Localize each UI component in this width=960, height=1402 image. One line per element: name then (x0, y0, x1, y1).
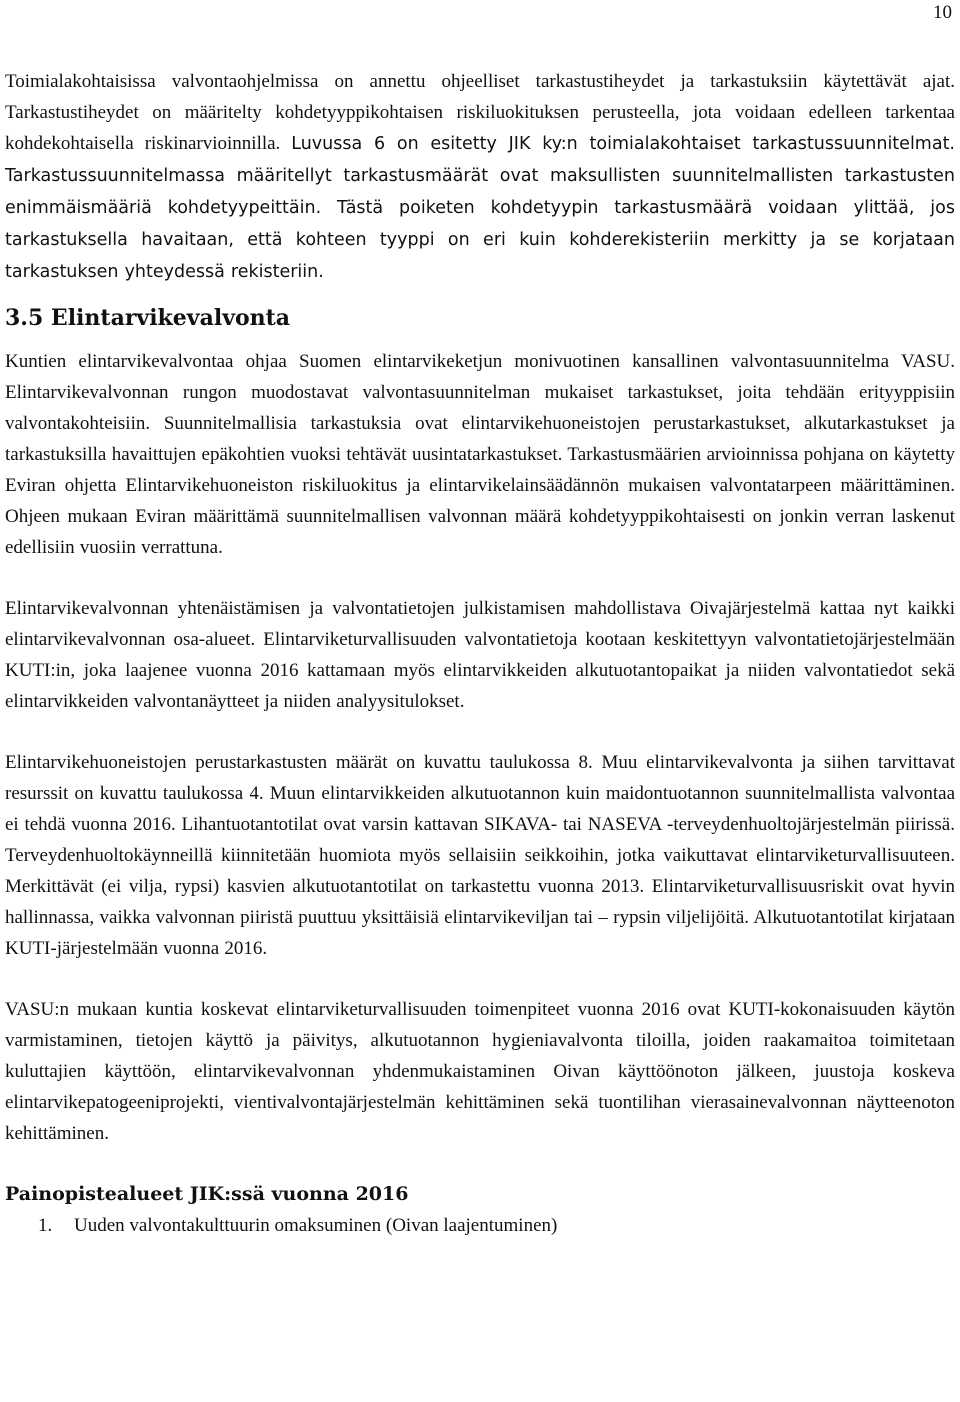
paragraph-intro-sans: Luvussa 6 on esitetty JIK ky:n toimialakohtaiset tarkastussuunnitelmat. Tarkastussuunnitelmassa määritellyt tarkastusmäärät ovat maksullisten suunnitelmallisten tarkastusten enimmäismääriä kohdetyypeittäin. Tästä poiketen kohdetyypin tarkastusmäärä voidaan ylittää, jos tarkastuksella havaitaan, että kohteen tyyppi on eri kuin kohderekisteriin merkitty ja se korjataan tarkastuksen yhteydessä rekisteriin. (5, 134, 955, 282)
section-heading: 3.5 Elintarvikevalvonta (5, 305, 291, 331)
paragraph-oiva-kuti: Elintarvikevalvonnan yhtenäistämisen ja valvontatietojen julkistamisen mahdollistava Oivajärjestelmä kattaa nyt kaikki elintarvikevalvonnan osa-alueet. Elintarviketurvallisuuden valvontatietoja kootaan keskitettyyn valvontatietojärjestelmään KUTI:in, joka laajenee vuonna 2016 kattamaan myös elintarvikkeiden alkutuotantopaikat ja niiden valvontatiedot sekä elintarvikkeiden valvontanäytteet ja niiden analyysitulokset. (5, 598, 955, 712)
paragraph-gap (5, 563, 955, 593)
priority-areas-heading: Painopistealueet JIK:ssä vuonna 2016 (5, 1183, 409, 1205)
paragraph-gap (5, 1149, 955, 1179)
paragraph-gap (5, 964, 955, 994)
list-item-number: 1. (38, 1215, 53, 1236)
paragraph-gap (5, 717, 955, 747)
paragraph-vasu-measures: VASU:n mukaan kuntia koskevat elintarviketurvallisuuden toimenpiteet vuonna 2016 ovat KUTI-kokonaisuuden käytön varmistaminen, tietojen käyttö ja päivitys, alkutuotannon hygieniavalvonta tiloilla, joiden raakamaitoa toimitetaan kuluttajien käyttöön, elintarvikevalvonnan yhdenmukaistaminen Oivan käyttöönoton jälkeen, juustoja koskeva elintarvikepatogeeniprojekti, vientivalvontajärjestelmän kehittäminen sekä tuontilihan vierasainevalvonnan näytteenoton kehittäminen. (5, 999, 955, 1144)
page-number: 10 (933, 2, 952, 23)
list-item (5, 1210, 955, 1241)
paragraph-vasu-overview: Kuntien elintarvikevalvontaa ohjaa Suomen elintarvikeketjun monivuotinen kansallinen valvontasuunnitelma VASU. Elintarvikevalvonnan rungon muodostavat valvontasuunnitelman mukaiset tarkastukset, joita tehdään erityyppisiin valvontakohteisiin. Suunnitelmallisia tarkastuksia ovat elintarvikehuoneistojen perustarkastukset, alkutarkastukset ja tarkastuksilla havaittujen epäkohtien vuoksi tehtävät uusintatarkastukset. Tarkastusmäärien arvioinnissa pohjana on käytetty Eviran ohjetta Elintarvikehuoneiston riskiluokitus ja elintarvikelainsäädännön mukaisen valvontatarpeen määrittäminen. Ohjeen mukaan Eviran määrittämä suunnitelmallisen valvonnan määrä kohdetyyppikohtaisesti on jonkin verran laskenut edellisiin vuosiin verrattuna. (5, 351, 955, 558)
list-item-text: Uuden valvontakulttuurin omaksuminen (Oivan laajentuminen) (74, 1215, 558, 1236)
document-body (5, 66, 955, 1241)
paragraph-intro-serif: Toimialakohtaisissa valvontaohjelmissa on annettu ohjeelliset tarkastustiheydet ja tarkastuksiin käytettävät ajat. Tarkastustiheydet on määritelty kohdetyyppikohtaisen riskiluokituksen perusteella, jota voidaan edelleen tarkentaa kohdekohtaisella riskinarvioinnilla. (5, 71, 955, 154)
paragraph-inspection-counts: Elintarvikehuoneistojen perustarkastusten määrät on kuvattu taulukossa 8. Muu elintarvikevalvonta ja siihen tarvittavat resurssit on kuvattu taulukossa 4. Muun elintarvikkeiden alkutuotannon kuin maidontuotannon suunnitelmallista valvontaa ei tehdä vuonna 2016. Lihantuotantotilat ovat varsin kattavan SIKAVA- tai NASEVA -terveydenhuoltojärjestelmän piirissä. Terveydenhuoltokäynneillä kiinnitetään huomiota myös sellaisiin seikkoihin, jotka vaikuttavat elintarviketurvallisuuteen. Merkittävät (ei vilja, rypsi) kasvien alkutuotantotilat on tarkastettu vuonna 2013. Elintarviketurvallisuusriskit ovat hyvin hallinnassa, vaikka valvonnan piiristä puuttuu yksittäisiä elintarvikeviljan tai – rypsin viljelijöitä. Alkutuotantotilat kirjataan KUTI-järjestelmään vuonna 2016. (5, 752, 955, 959)
priority-areas-list (5, 1210, 955, 1241)
paragraph-inspection-frequencies (5, 66, 955, 288)
